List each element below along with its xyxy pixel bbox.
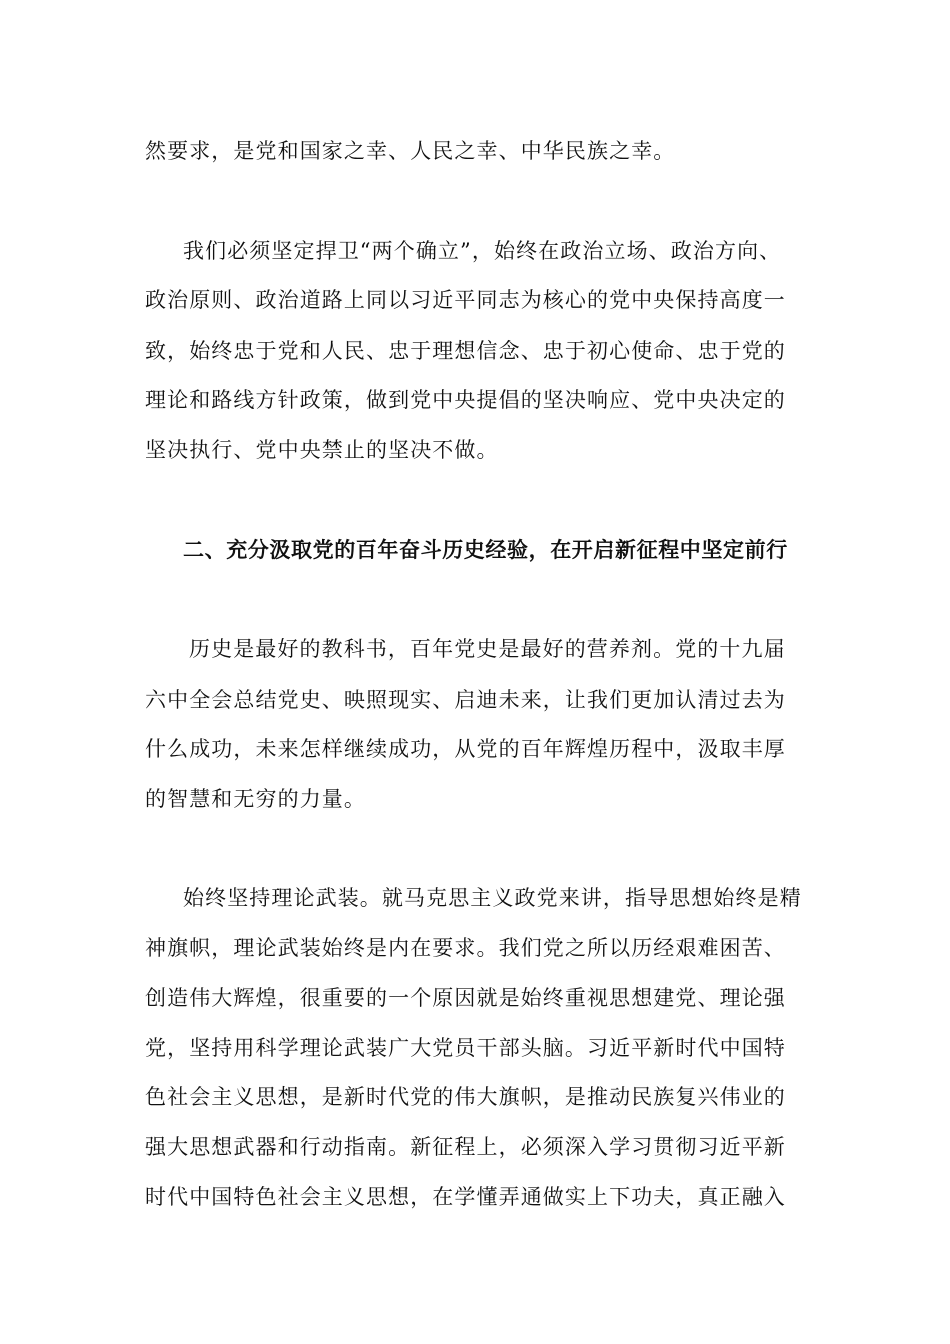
text-line: 创造伟大辉煌，很重要的一个原因就是始终重视思想建党、理论强 xyxy=(145,986,786,1010)
text-line: 然要求，是党和国家之幸、人民之幸、中华民族之幸。 xyxy=(145,139,676,163)
text-line: 时代中国特色社会主义思想，在学懂弄通做实上下功夫，真正融入 xyxy=(145,1185,786,1209)
text-line: 神旗帜，理论武装始终是内在要求。我们党之所以历经艰难困苦、 xyxy=(145,936,786,960)
text-line: 理论和路线方针政策，做到党中央提倡的坚决响应、党中央决定的 xyxy=(145,388,786,412)
text-line: 的智慧和无穷的力量。 xyxy=(145,787,366,811)
section-heading: 二、充分汲取党的百年奋斗历史经验，在开启新征程中坚定前行 xyxy=(183,538,788,562)
text-line: 六中全会总结党史、映照现实、启迪未来，让我们更加认清过去为 xyxy=(145,688,786,712)
text-line: 强大思想武器和行动指南。新征程上，必须深入学习贯彻习近平新 xyxy=(145,1135,786,1159)
text-line: 色社会主义思想，是新时代党的伟大旗帜，是推动民族复兴伟业的 xyxy=(145,1085,786,1109)
text-line: 什么成功，未来怎样继续成功，从党的百年辉煌历程中，汲取丰厚 xyxy=(145,737,786,761)
text-line: 历史是最好的教科书，百年党史是最好的营养剂。党的十九届 xyxy=(189,637,786,661)
text-line: 党，坚持用科学理论武装广大党员干部头脑。习近平新时代中国特 xyxy=(145,1036,786,1060)
text-line: 始终坚持理论武装。就马克思主义政党来讲，指导思想始终是精 xyxy=(183,886,802,910)
text-line: 致，始终忠于党和人民、忠于理想信念、忠于初心使命、忠于党的 xyxy=(145,339,786,363)
text-line: 政治原则、政治道路上同以习近平同志为核心的党中央保持高度一 xyxy=(145,288,786,312)
text-line: 坚决执行、党中央禁止的坚决不做。 xyxy=(145,438,499,462)
text-line: 我们必须坚定捍卫“两个确立”，始终在政治立场、政治方向、 xyxy=(183,239,782,263)
